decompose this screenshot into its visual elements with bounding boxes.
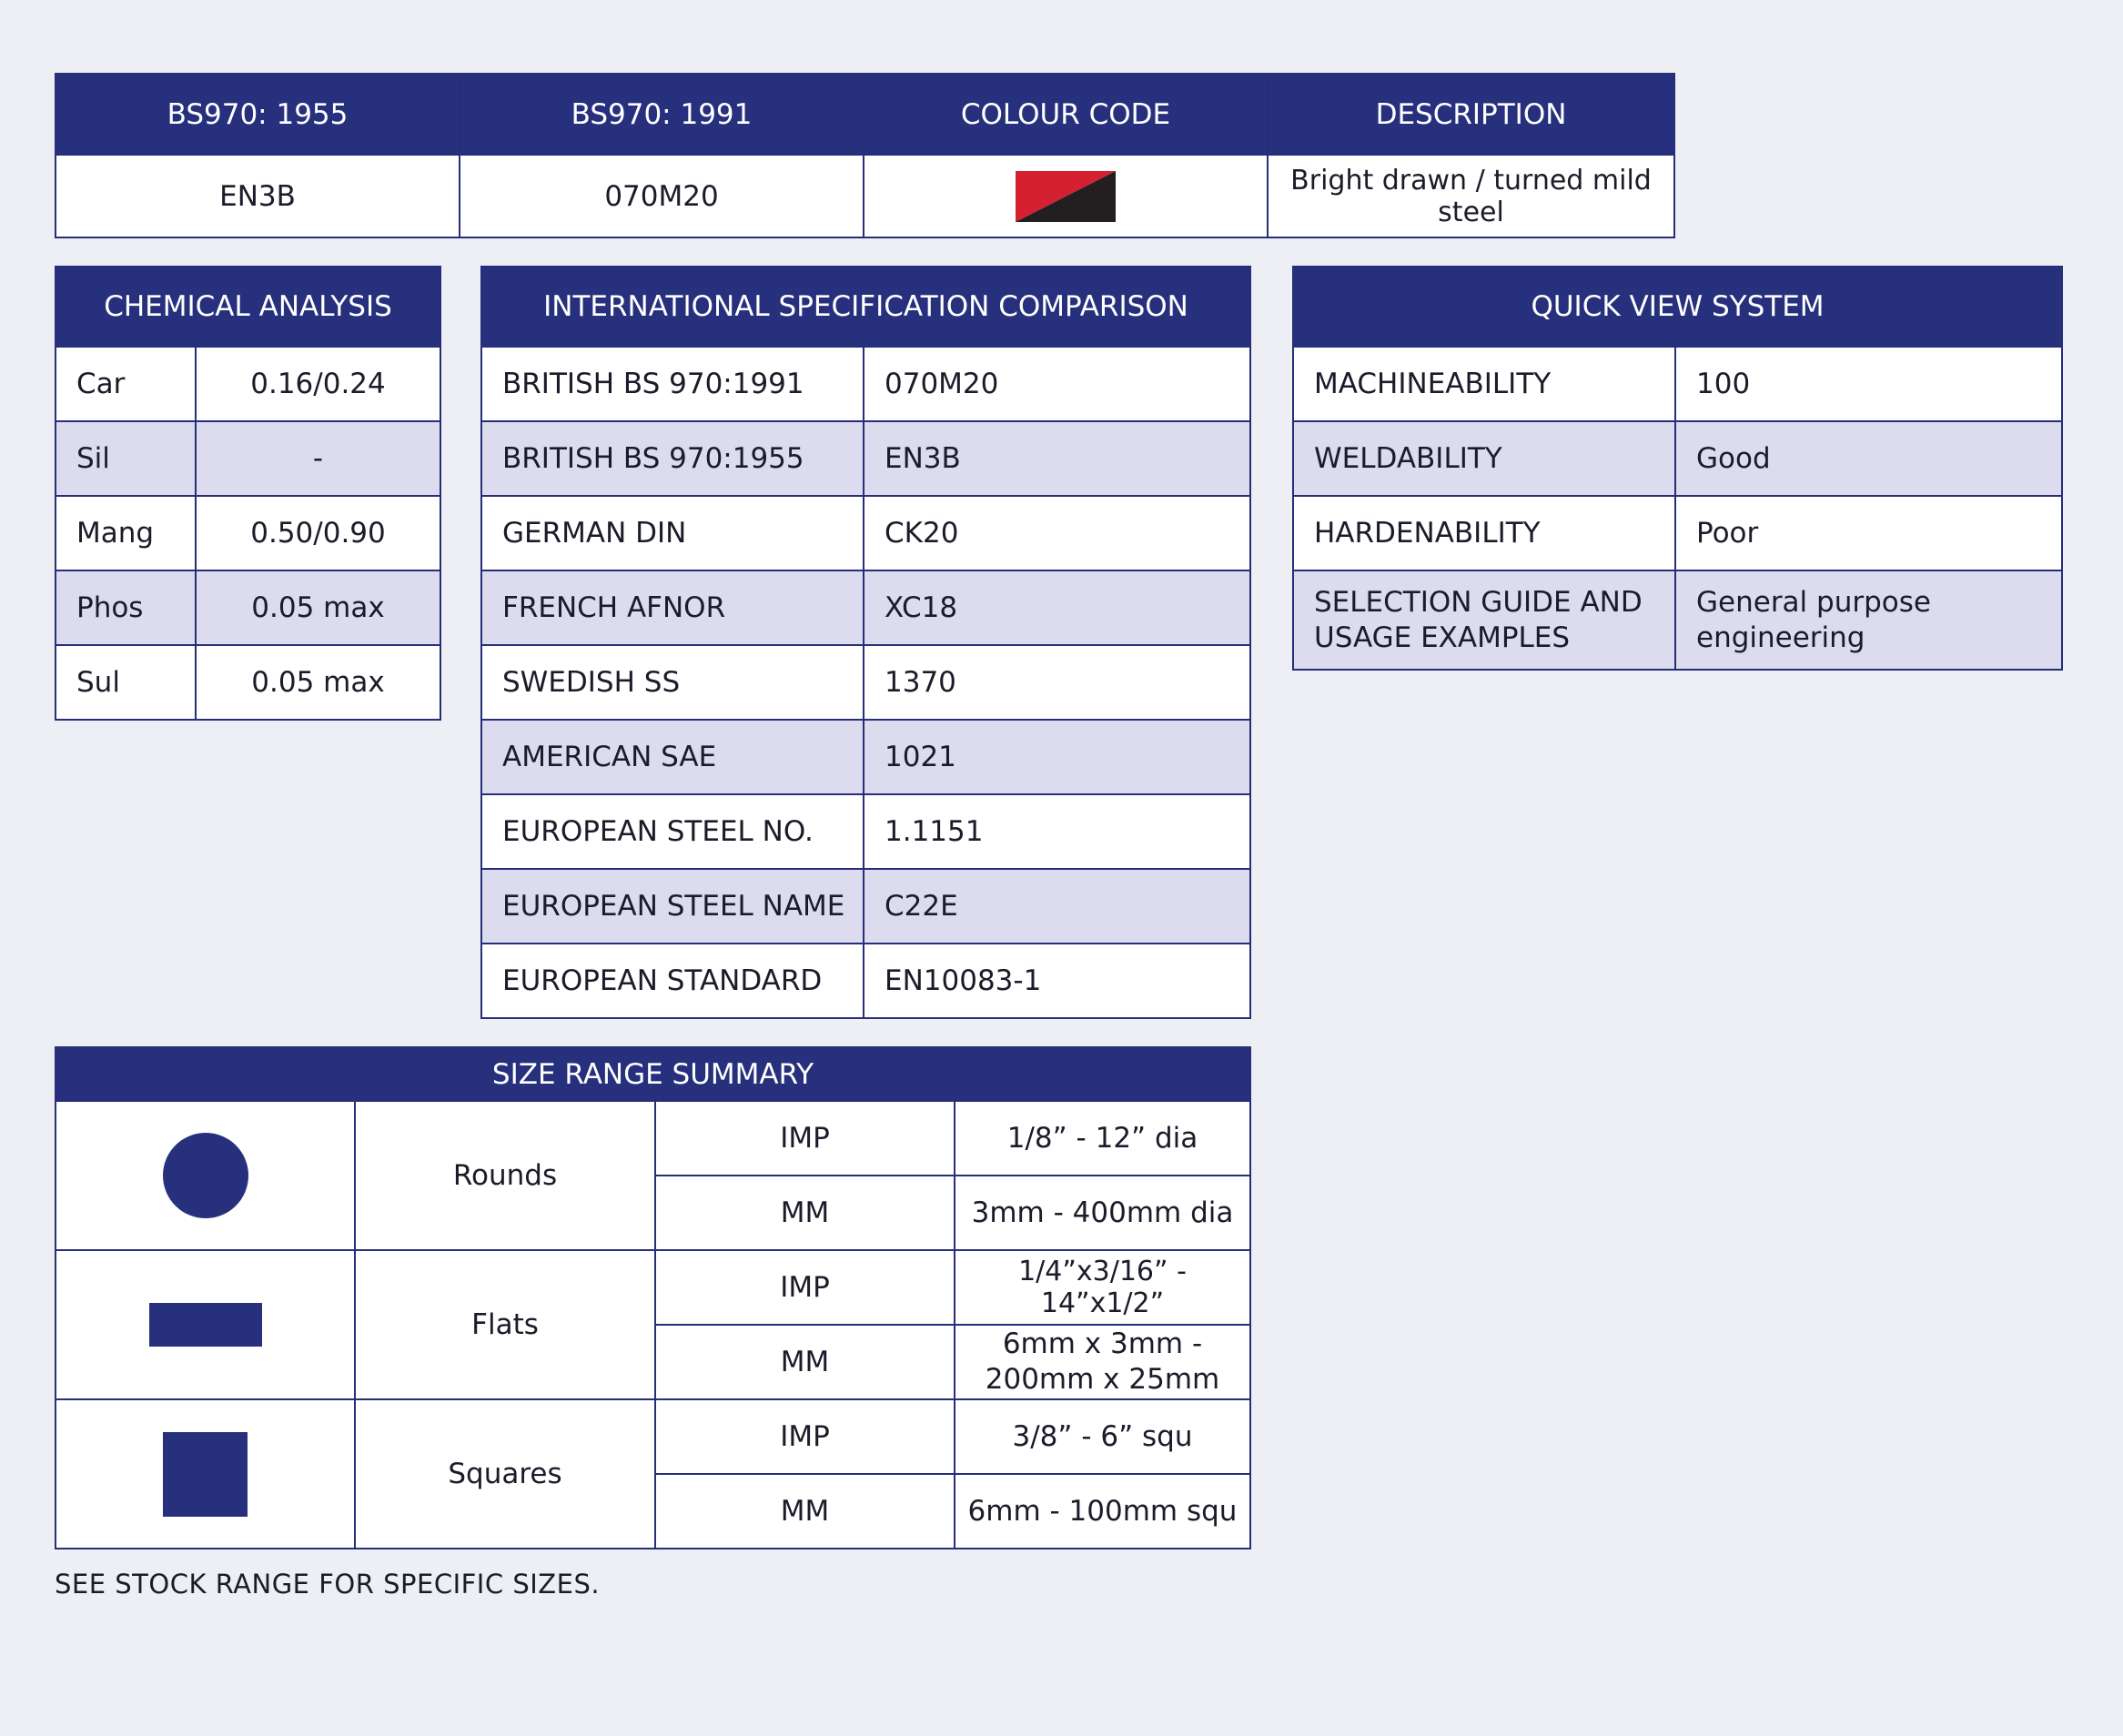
chem-element-value: 0.50/0.90 <box>196 496 440 570</box>
size-range-table <box>55 1046 1251 1549</box>
column-header-bs1991: BS970: 1991 <box>460 74 864 155</box>
unit-label: MM <box>655 1325 955 1399</box>
spec-standard-value: CK20 <box>864 496 1250 570</box>
spec-standard-label: GERMAN DIN <box>481 496 864 570</box>
circle-shape-icon <box>163 1133 248 1218</box>
chem-element-label: Sil <box>56 421 196 496</box>
grade-header-table <box>55 73 1675 238</box>
bs1991-value: 070M20 <box>460 155 864 237</box>
square-shape-icon <box>163 1432 248 1517</box>
size-mm-value: 6mm - 100mm squ <box>955 1474 1250 1549</box>
unit-label: MM <box>655 1176 955 1250</box>
chem-element-value: 0.05 max <box>196 645 440 720</box>
spec-standard-value: 1021 <box>864 720 1250 794</box>
chem-element-label: Phos <box>56 570 196 645</box>
selection-guide-line: SELECTION GUIDE AND <box>1314 585 1643 619</box>
rectangle-shape-icon <box>149 1303 262 1347</box>
spec-standard-value: EN10083-1 <box>864 944 1250 1018</box>
quick-view-property: HARDENABILITY <box>1293 496 1675 570</box>
size-imp-value: 1/8” - 12” dia <box>955 1101 1250 1176</box>
quick-view-property: MACHINEABILITY <box>1293 347 1675 421</box>
spec-standard-label: EUROPEAN STEEL NAME <box>481 869 864 944</box>
size-range-title: SIZE RANGE SUMMARY <box>56 1047 1250 1101</box>
spec-standard-value: 1370 <box>864 645 1250 720</box>
unit-label: IMP <box>655 1250 955 1325</box>
size-mm-line: 6mm x 3mm - <box>1002 1327 1203 1360</box>
bs1955-value: EN3B <box>56 155 460 237</box>
colour-code-cell <box>864 155 1268 237</box>
spec-standard-value: 070M20 <box>864 347 1250 421</box>
size-imp-value: 1/4”x3/16” - 14”x1/2” <box>955 1250 1250 1325</box>
spec-standard-label: EUROPEAN STANDARD <box>481 944 864 1018</box>
unit-label: IMP <box>655 1399 955 1474</box>
usage-example-line: engineering <box>1696 621 1865 654</box>
spec-standard-label: FRENCH AFNOR <box>481 570 864 645</box>
spec-standard-label: BRITISH BS 970:1991 <box>481 347 864 421</box>
shape-cell <box>56 1101 355 1250</box>
spec-standard-label: SWEDISH SS <box>481 645 864 720</box>
spec-standard-value: 1.1151 <box>864 794 1250 869</box>
column-header-description: DESCRIPTION <box>1268 74 1674 155</box>
chemical-analysis-table <box>55 266 441 721</box>
spec-standard-label: BRITISH BS 970:1955 <box>481 421 864 496</box>
selection-guide-line: USAGE EXAMPLES <box>1314 621 1571 654</box>
size-imp-value: 3/8” - 6” squ <box>955 1399 1250 1474</box>
column-header-colour-code: COLOUR CODE <box>864 74 1268 155</box>
quick-view-value: Good <box>1675 421 2062 496</box>
shape-cell <box>56 1399 355 1549</box>
chem-element-value: 0.05 max <box>196 570 440 645</box>
spec-standard-label: AMERICAN SAE <box>481 720 864 794</box>
size-mm-value: 3mm - 400mm dia <box>955 1176 1250 1250</box>
chem-element-value: 0.16/0.24 <box>196 347 440 421</box>
chem-element-value: - <box>196 421 440 496</box>
shape-name: Squares <box>355 1399 655 1549</box>
spec-standard-value: EN3B <box>864 421 1250 496</box>
shape-cell <box>56 1250 355 1399</box>
quick-view-title: QUICK VIEW SYSTEM <box>1293 267 2062 347</box>
spec-standard-value: C22E <box>864 869 1250 944</box>
stock-range-footnote: SEE STOCK RANGE FOR SPECIFIC SIZES. <box>55 1569 601 1600</box>
size-mm-line: 200mm x 25mm <box>985 1363 1220 1396</box>
spec-comparison-title: INTERNATIONAL SPECIFICATION COMPARISON <box>481 267 1250 347</box>
shape-name: Flats <box>355 1250 655 1399</box>
chemical-analysis-title: CHEMICAL ANALYSIS <box>56 267 440 347</box>
chem-element-label: Mang <box>56 496 196 570</box>
quick-view-property <box>1293 570 1675 670</box>
colour-code-swatch <box>1016 171 1116 222</box>
column-header-bs1955: BS970: 1955 <box>56 74 460 155</box>
shape-name: Rounds <box>355 1101 655 1250</box>
quick-view-value: Poor <box>1675 496 2062 570</box>
quick-view-property: WELDABILITY <box>1293 421 1675 496</box>
spec-standard-label: EUROPEAN STEEL NO. <box>481 794 864 869</box>
quick-view-value <box>1675 570 2062 670</box>
quick-view-value: 100 <box>1675 347 2062 421</box>
description-value: Bright drawn / turned mild steel <box>1268 155 1674 237</box>
spec-comparison-table <box>480 266 1251 1019</box>
usage-example-line: General purpose <box>1696 585 1931 619</box>
spec-standard-value: XC18 <box>864 570 1250 645</box>
unit-label: IMP <box>655 1101 955 1176</box>
chem-element-label: Car <box>56 347 196 421</box>
unit-label: MM <box>655 1474 955 1549</box>
chem-element-label: Sul <box>56 645 196 720</box>
size-mm-value <box>955 1325 1250 1399</box>
quick-view-table <box>1292 266 2063 671</box>
